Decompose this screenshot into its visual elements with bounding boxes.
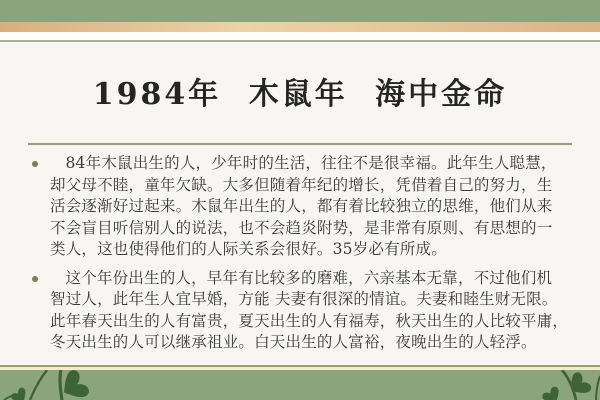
bullet-paragraph-1-lines (50, 153, 586, 261)
bottom-green-band (0, 370, 600, 400)
page-title: 1984年 木鼠年 海中金命 (92, 77, 508, 112)
top-tan-band (0, 22, 600, 32)
sprout-leaves-icon (0, 370, 112, 400)
bullet-icon (32, 161, 38, 167)
title-divider-line (28, 143, 572, 145)
top-white-band (0, 32, 600, 40)
bullet-icon (32, 276, 38, 282)
text-line: 活会逐渐好过起来。木鼠年出生的人，都有着比较独立的思维，他们从来 (50, 197, 553, 215)
text-line: 却父母不睦，童年欠缺。大多但随着年纪的增长，凭借着自己的努力，生 (50, 175, 553, 194)
text-line: 不会盲目听信别人的说法，也不会趋炎附势，是非常有原则、有思想的一 (50, 218, 553, 237)
body-text-block (26, 153, 586, 354)
top-green-band (0, 0, 600, 22)
bullet-paragraph-2-lines (50, 268, 586, 354)
text-line: 这个年份出生的人，早年有比较多的磨难，六亲基本无靠，不过他们机 (65, 268, 553, 287)
bullet-paragraph-2 (26, 268, 586, 354)
text-line: 84年木鼠出生的人，少年时的生活，往往不是很幸福。此年生人聪慧， (65, 154, 557, 172)
top-divider-line (0, 40, 600, 42)
text-line: 类人，这也使得他们的人际关系会很好。35岁必有所成。 (50, 240, 447, 258)
text-line: 冬天出生的人可以继承祖业。白天出生的人富裕，夜晚出生的人轻浮。 (50, 333, 537, 351)
sprout-leaves-icon (538, 370, 600, 400)
bullet-paragraph-1 (26, 153, 586, 261)
text-line: 智过人，此年生人宜早婚，方能 夫妻有很深的情谊。夫妻和睦生财无限。 (50, 290, 558, 308)
text-line: 此年春天出生的人有富贵，夏天出生的人有福寿，秋天出生的人比较平庸， (50, 311, 569, 330)
